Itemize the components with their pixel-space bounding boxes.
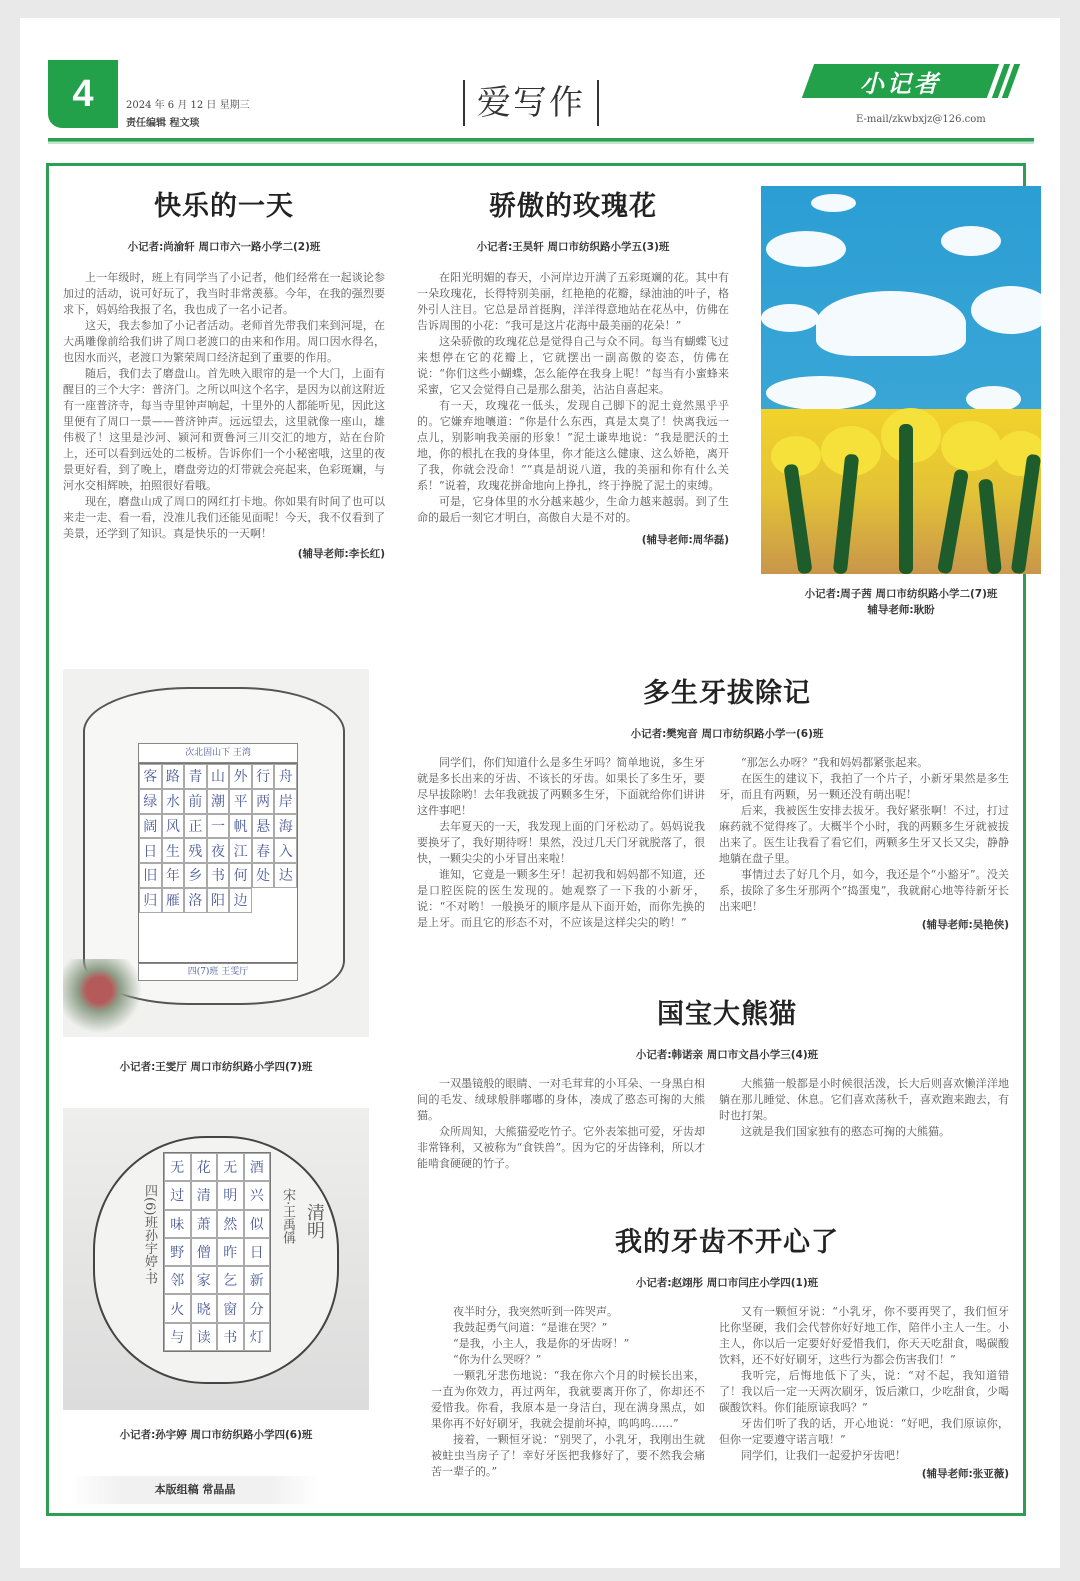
article-byline: 小记者:樊宛音 周口市纺织路小学一(6)班: [630, 728, 824, 740]
calligraphy-char: 路: [162, 764, 185, 789]
editor-credit: 责任编辑 程文琰: [126, 118, 200, 129]
calligraphy-char: 归: [139, 888, 162, 913]
paragraph: 有一天，玫瑰花一低头，发现自己脚下的泥土竟然黑乎乎的。它嫌弃地嚷道：“你是什么东西，真是太臭了！快离我远一点儿，别影响我美丽的形象！”泥土谦卑地说：“我是肥沃的土地，你的根扎在我的身体里，你才能这么健康、这么娇艳，离开了我，你就会没命！”“真是胡说八道，我的美丽和你有什么关系！”说着，玫瑰花拼命地向上挣扎，终于挣脱了泥土的束缚。: [417, 399, 729, 492]
calligraphy-char: 达: [274, 863, 297, 888]
calligraphy-signature: 四(7)班 王雯厅: [138, 963, 298, 981]
article-proud-rose: [417, 184, 729, 547]
paragraph: 我听完，后悔地低下了头，说：“对不起，我知道错了！我以后一定一天两次刷牙，饭后漱口，少吃甜食，少喝碳酸饮料。你们能原谅我吗？”: [719, 1369, 1009, 1414]
calligraphy-signature: 四(6)班孙宇婷·书: [142, 1184, 157, 1285]
calligraphy-char: 海: [274, 814, 297, 839]
calligraphy-char: 明: [217, 1181, 244, 1209]
paragraph: 一颗乳牙悲伤地说：“我在你六个月的时候长出来，一直为你效力，再过两年，我就要离开你了，你却还不爱惜我。你看，我原本是一身洁白，现在满身黑点，如果你再不好好刷牙，我就会提前坏掉，呜呜呜……”: [431, 1369, 705, 1430]
article-panda: [417, 992, 1037, 1172]
paragraph: 去年夏天的一天，我发现上面的门牙松动了。妈妈说我要换牙了，我好期待呀！果然，没过几天门牙就脱落了，很快，一颗尖尖的小牙冒出来啦！: [417, 820, 705, 865]
calligraphy-char: 生: [162, 838, 185, 863]
paragraph: 接着，一颗恒牙说：“别哭了，小乳牙，我刚出生就被蛀虫当房子了！幸好牙医把我修好了，要不然我会痛苦一辈子的。”: [431, 1433, 705, 1478]
article-body-col2: [719, 1076, 1009, 1172]
content-frame: [46, 163, 1026, 1516]
article-byline: 小记者:赵翊彤 周口市闫庄小学四(1)班: [635, 1277, 819, 1289]
calligraphy-char: 清: [191, 1181, 218, 1209]
calligraphy-char: 客: [139, 764, 162, 789]
calligraphy-char: 兴: [244, 1181, 271, 1209]
article-byline: 小记者:韩诺亲 周口市文昌小学三(4)班: [635, 1049, 819, 1061]
calligraphy-char: 读: [191, 1323, 218, 1351]
article-unhappy-teeth: [417, 1220, 1037, 1481]
poem-author: 宋·王禹偁: [280, 1188, 295, 1245]
article-byline: 小记者:王昊轩 周口市纺织路小学五(3)班: [476, 241, 670, 253]
paragraph: 牙齿们听了我的话，开心地说：“好吧，我们原谅你，但你一定要遵守诺言哦！”: [719, 1417, 1009, 1446]
contact-email: E-mail/zkwbxjz@126.com: [856, 114, 986, 125]
calligraphy-char: 味: [164, 1210, 191, 1238]
calligraphy-char: 乡: [184, 863, 207, 888]
calligraphy-char: 夜: [207, 838, 230, 863]
calligraphy-char: 晓: [191, 1294, 218, 1322]
calligraphy-artwork-2: [63, 1108, 369, 1410]
calligraphy-char: 水: [162, 789, 185, 814]
calligraphy-char: 日: [139, 838, 162, 863]
article-body-col1: [417, 1304, 705, 1481]
paragraph: 大熊猫一般都是小时候很活泼，长大后则喜欢懒洋洋地躺在那儿睡觉、休息。它们喜欢荡秋千，喜欢跑来跑去，有时也打架。: [719, 1077, 1009, 1122]
calligraphy-char: 窗: [217, 1294, 244, 1322]
page-header: [48, 60, 1034, 150]
calligraphy-char: 春: [252, 838, 275, 863]
issue-date: 2024 年 6 月 12 日 星期三: [126, 100, 250, 111]
calligraphy-grid: [138, 763, 298, 963]
calligraphy-char: 酒: [244, 1153, 271, 1181]
calligraphy-char: 残: [184, 838, 207, 863]
calligraphy-char: 边: [229, 888, 252, 913]
calligraphy-char: 乞: [217, 1266, 244, 1294]
article-body: [417, 270, 729, 526]
calligraphy-2-caption: 小记者:孙宇婷 周口市纺织路小学四(6)班: [119, 1429, 313, 1441]
painting-caption: [761, 586, 1041, 618]
rapeseed-painting: [761, 186, 1041, 574]
calligraphy-char: 日: [244, 1238, 271, 1266]
newspaper-page: [20, 18, 1060, 1568]
calligraphy-grid: [163, 1152, 271, 1352]
article-byline: 小记者:尚渝轩 周口市六一路小学二(2)班: [127, 241, 321, 253]
calligraphy-char: 分: [244, 1294, 271, 1322]
calligraphy-char: 平: [229, 789, 252, 814]
article-title: 骄傲的玫瑰花: [489, 191, 657, 222]
paragraph: 同学们，你们知道什么是多生牙吗？简单地说，多生牙就是多长出来的牙齿、不该长的牙齿。如果长了多生牙，要尽早拔除哟！去年我就拔了两颗多生牙，下面就给你们讲讲这件事吧！: [417, 756, 705, 817]
calligraphy-char: 山: [207, 764, 230, 789]
paragraph: 一双墨镜般的眼睛、一对毛茸茸的小耳朵、一身黑白相间的毛发、绒球般胖嘟嘟的身体，凑成了憨态可掬的大熊猫。: [417, 1077, 705, 1122]
paragraph: 夜半时分，我突然听到一阵哭声。: [453, 1305, 618, 1318]
calligraphy-char: 阔: [139, 814, 162, 839]
paragraph: 同学们，让我们一起爱护牙齿吧！: [741, 1449, 906, 1462]
article-body: [63, 270, 385, 542]
paragraph: “你为什么哭呀？”: [453, 1353, 542, 1366]
calligraphy-1-caption: 小记者:王雯厅 周口市纺织路小学四(7)班: [119, 1061, 313, 1073]
calligraphy-char: 舟: [274, 764, 297, 789]
calligraphy-char: 悬: [252, 814, 275, 839]
calligraphy-char: 萧: [191, 1210, 218, 1238]
calligraphy-char: 雁: [162, 888, 185, 913]
calligraphy-char: 似: [244, 1210, 271, 1238]
calligraphy-char: 家: [191, 1266, 218, 1294]
paragraph: 又有一颗恒牙说：“小乳牙，你不要再哭了，我们恒牙比你坚硬，我们会代替你好好地工作，陪伴小主人一生。小主人，你以后一定要好好爱惜我们，你天天吃甜食，喝碳酸饮料，还不好好刷牙，这些行为都会伤害我们！”: [719, 1305, 1009, 1366]
caption-author: 小记者:周子茜 周口市纺织路小学二(7)班: [804, 588, 998, 600]
calligraphy-char: 入: [274, 838, 297, 863]
calligraphy-char: 前: [184, 789, 207, 814]
calligraphy-char: 潮: [207, 789, 230, 814]
header-rule: [48, 138, 1034, 144]
article-title: 多生牙拔除记: [643, 678, 811, 709]
calligraphy-char: 书: [217, 1323, 244, 1351]
paragraph: 后来，我被医生安排去拔牙。我好紧张啊！不过，打过麻药就不觉得疼了。大概半个小时，我的两颗多生牙就被拔出来了。医生让我看了看它们，两颗多生牙又长又尖，静静地躺在盘子里。: [719, 804, 1009, 865]
caption-teacher: 辅导老师:耿盼: [867, 604, 935, 616]
teacher-credit: (辅导老师:张亚薇): [921, 1468, 1009, 1480]
page-credit: 本版组稿 常晶晶: [70, 1476, 320, 1504]
calligraphy-artwork-1: [63, 669, 369, 1037]
calligraphy-char: 帆: [229, 814, 252, 839]
paragraph: 随后，我们去了磨盘山。首先映入眼帘的是一个大门，上面有醒目的三个大字：普济门。之所以叫这个名字，是因为以前这附近有一座普济寺，每当寺里钟声响起，十里外的人都能听见，因此这里便有了周口一景——普济钟声。远远望去，这里就像一座山，雄伟极了！这里是沙河、颍河和贾鲁河三川交汇的地方，站在台阶上，还可以看到远处的二板桥。告诉你们一个小秘密哦，这里的夜景更好看，到了晚上，磨盘旁边的灯带就会亮起来，色彩斑斓，与河水交相辉映，拍照很好看哦。: [63, 367, 385, 492]
article-title: 快乐的一天: [154, 191, 294, 222]
calligraphy-char: 两: [252, 789, 275, 814]
article-body-col2: [719, 1304, 1009, 1464]
peony-decoration: [63, 959, 153, 1037]
calligraphy-char: 无: [164, 1153, 191, 1181]
calligraphy-char: 灯: [244, 1323, 271, 1351]
paragraph: 这天，我去参加了小记者活动。老师首先带我们来到河堤，在大禹雕像前给我们讲了周口老渡口的由来和作用。周口因水得名，也因水而兴，老渡口为繁荣周口经济起到了重要的作用。: [63, 319, 385, 364]
paragraph: 谁知，它竟是一颗多生牙！起初我和妈妈都不知道，还是口腔医院的医生发现的。她观察了一下我的小新牙，说：“不对哟！一般换牙的顺序是从下面开始，而你先换的是上牙。而且它的形态不对，不应该是这样尖尖的哟！”: [417, 868, 705, 929]
calligraphy-char: 阳: [207, 888, 230, 913]
calligraphy-char: 行: [252, 764, 275, 789]
paragraph: 上一年级时，班上有同学当了小记者，他们经常在一起谈论参加过的活动，说可好玩了，我当时非常羡慕。今年，在我的强烈要求下，妈妈给我报了名，我也成了一名小记者。: [63, 271, 385, 316]
calligraphy-char: 处: [252, 863, 275, 888]
calligraphy-char: 与: [164, 1323, 191, 1351]
calligraphy-char: 然: [217, 1210, 244, 1238]
calligraphy-char: 旧: [139, 863, 162, 888]
calligraphy-char: 江: [229, 838, 252, 863]
calligraphy-char: 无: [217, 1153, 244, 1181]
article-body-col1: [417, 755, 705, 932]
calligraphy-char: 过: [164, 1181, 191, 1209]
paragraph: 在医生的建议下，我拍了一个片子，小新牙果然是多生牙，而且有两颗，另一颗还没有萌出呢！: [719, 772, 1009, 801]
page-number: 4: [48, 60, 118, 128]
calligraphy-char: 书: [207, 863, 230, 888]
paragraph: 我鼓起勇气问道：“是谁在哭？”: [453, 1321, 608, 1334]
calligraphy-heading: 次北固山下 王湾: [138, 743, 298, 763]
calligraphy-char: 正: [184, 814, 207, 839]
article-extra-tooth: [417, 671, 1037, 932]
calligraphy-char: 洛: [184, 888, 207, 913]
poem-title: 清明: [304, 1203, 325, 1239]
paragraph: 这就是我们国家独有的憨态可掬的大熊猫。: [741, 1125, 950, 1138]
article-body-col1: [417, 1076, 705, 1172]
paragraph: 现在，磨盘山成了周口的网红打卡地。你如果有时间了也可以来走一走、看一看，没准儿我们还能见面呢！今天，我不仅看到了美景，还学到了知识。真是快乐的一天啊！: [63, 495, 385, 540]
calligraphy-char: 火: [164, 1294, 191, 1322]
teacher-credit: (辅导老师:周华磊): [641, 534, 729, 546]
calligraphy-char: 僧: [191, 1238, 218, 1266]
calligraphy-char: 野: [164, 1238, 191, 1266]
section-title: 爱写作: [463, 80, 599, 126]
article-title: 我的牙齿不开心了: [615, 1227, 839, 1258]
calligraphy-char: 昨: [217, 1238, 244, 1266]
calligraphy-char: 何: [229, 863, 252, 888]
calligraphy-char: 年: [162, 863, 185, 888]
calligraphy-char: 外: [229, 764, 252, 789]
calligraphy-char: 绿: [139, 789, 162, 814]
paragraph: 这朵骄傲的玫瑰花总是觉得自己与众不同。每当有蝴蝶飞过来想停在它的花瓣上，它就摆出一副高傲的姿态，仿佛在说：“你们这些小蝴蝶，怎么能停在我身上呢！”每当有小蜜蜂来采蜜，它又会觉得自己是那么甜美，沾沾自喜起来。: [417, 335, 729, 396]
paragraph: 事情过去了好几个月，如今，我还是个“小豁牙”。没关系，拔除了多生牙那两个“捣蛋鬼”，我就耐心地等待新牙长出来吧！: [719, 868, 1009, 913]
paragraph: “是我，小主人，我是你的牙齿呀！”: [453, 1337, 630, 1350]
paragraph: “那怎么办呀？”我和妈妈都紧张起来。: [741, 756, 929, 769]
article-body-col2: [719, 755, 1009, 915]
article-title: 国宝大熊猫: [657, 999, 797, 1030]
brand-name: 小记者: [860, 68, 941, 98]
calligraphy-char: 岸: [274, 789, 297, 814]
calligraphy-char: 花: [191, 1153, 218, 1181]
paragraph: 众所周知，大熊猫爱吃竹子。它外表笨拙可爱，牙齿却非常锋利，又被称为“食铁兽”。因为它的牙齿锋利，所以才能啃食硬硬的竹子。: [417, 1125, 705, 1170]
calligraphy-char: 邻: [164, 1266, 191, 1294]
paragraph: 可是，它身体里的水分越来越少，生命力越来越弱。到了生命的最后一刻它才明白，高傲自大是不对的。: [417, 495, 729, 524]
teacher-credit: (辅导老师:吴艳侠): [921, 919, 1009, 931]
teacher-credit: (辅导老师:李长红): [297, 548, 385, 560]
calligraphy-char: 风: [162, 814, 185, 839]
calligraphy-char: 新: [244, 1266, 271, 1294]
article-happy-day: [63, 184, 385, 561]
brand-logo: [808, 64, 1013, 98]
paragraph: 在阳光明媚的春天，小河岸边开满了五彩斑斓的花。其中有一朵玫瑰花，长得特别美丽，红艳艳的花瓣，绿油油的叶子，格外引人注目。它总是昂首挺胸，洋洋得意地站在花丛中，仿佛在告诉周围的小花：“我可是这片花海中最美丽的花朵！”: [417, 271, 729, 332]
calligraphy-char: 青: [184, 764, 207, 789]
calligraphy-char: 一: [207, 814, 230, 839]
